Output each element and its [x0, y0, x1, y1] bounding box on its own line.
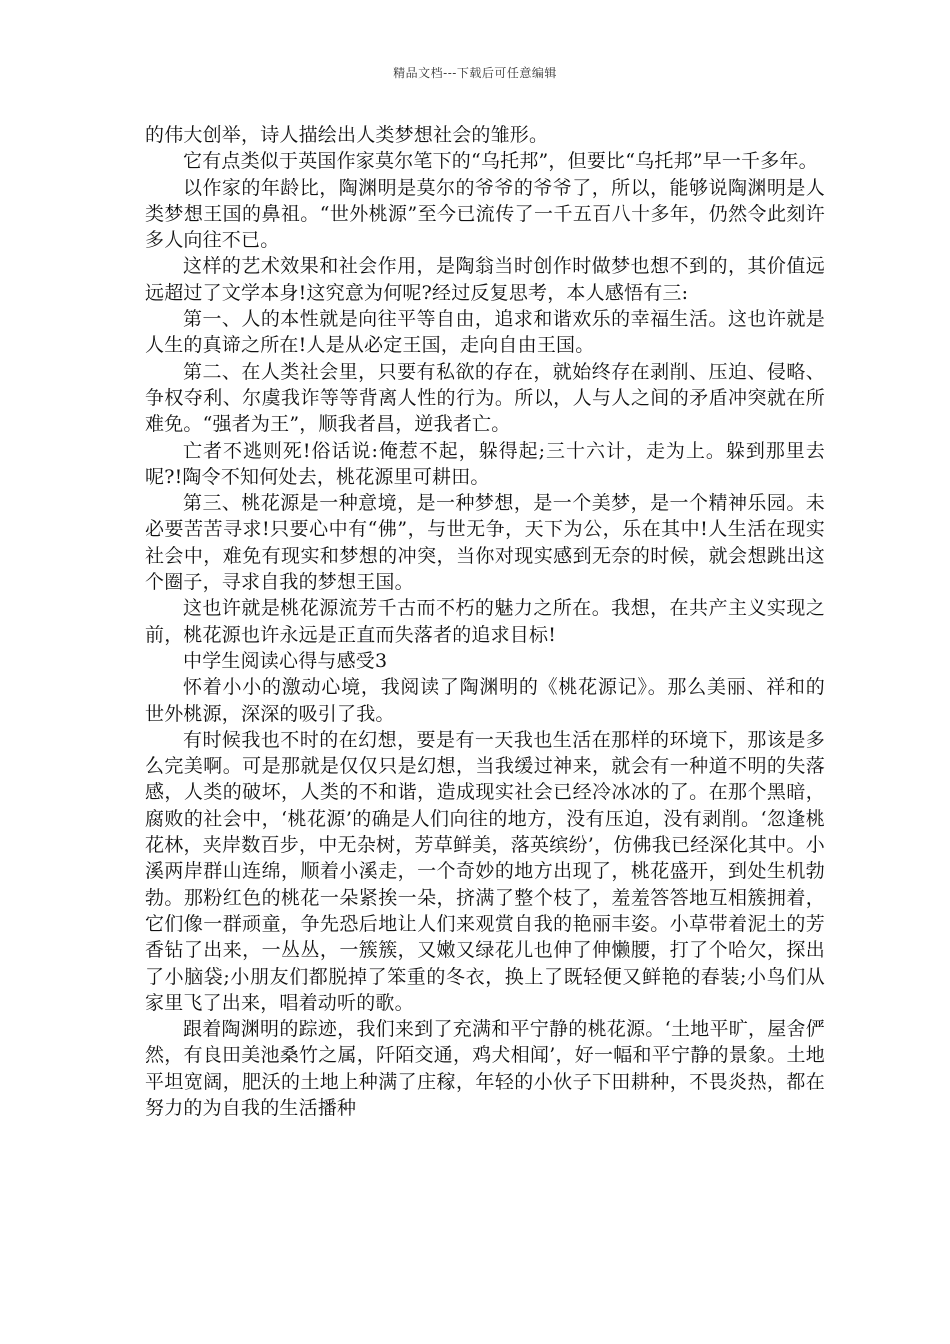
paragraph: 的伟大创举，诗人描绘出人类梦想社会的雏形。 — [145, 124, 549, 146]
paragraph: 有时候我也不时的在幻想，要是有一天我也生活在那样的环境下，那该是多么完美啊。可是那就是仅仅只是幻想，当我缓过神来，就会有一种道不明的失落感，人类的破坏，人类的不和谐，造成现实社会已经冷冰冰的了。在那个黑暗，腐败的社会中，‘桃花源’的确是人们向往的地方，没有压迫，没有剥削。‘忽逢桃花林，夹岸数百步，中无杂树，芳草鲜美，落英缤纷’，仿佛我已经深化其中。小溪两岸群山连绵，顺着小溪走，一个奇妙的地方出现了，桃花盛开，到处生机勃勃。那粉红色的桃花一朵紧挨一朵，挤满了整个枝了，羞羞答答地互相簇拥着，它们像一群顽童，争先恐后地让人们来观赏自我的艳丽丰姿。小草带着泥土的芳香钻了出来，一丛丛，一簇簇，又嫩又绿花儿也伸了伸懒腰，打了个哈欠，探出了小脑袋;小朋友们都脱掉了笨重的冬衣，换上了既轻便又鲜艳的春装;小鸟们从家里飞了出来，唱着动听的歌。 — [145, 728, 825, 1014]
section-heading: 中学生阅读心得与感受3 — [183, 649, 388, 672]
paragraph: 怀着小小的激动心境，我阅读了陶渊明的《桃花源记》。那么美丽、祥和的世外桃源，深深的吸引了我。 — [145, 676, 825, 725]
paragraph: 这样的艺术效果和社会作用，是陶翁当时创作时做梦也想不到的，其价值远远超过了文学本身!这究意为何呢?经过反复思考，本人感悟有三: — [145, 255, 825, 304]
paragraph: 以作家的年龄比，陶渊明是莫尔的爷爷的爷爷了，所以，能够说陶渊明是人类梦想王国的鼻祖。“世外桃源”至今已流传了一千五百八十多年，仍然令此刻许多人向往不已。 — [145, 176, 825, 252]
paragraph: 亡者不逃则死!俗话说:俺惹不起，躲得起;三十六计，走为上。躲到那里去呢?!陶令不知何处去，桃花源里可耕田。 — [145, 439, 825, 488]
paragraph: 跟着陶渊明的踪迹，我们来到了充满和平宁静的桃花源。‘土地平旷，屋舍俨然，有良田美池桑竹之属，阡陌交通，鸡犬相闻’，好一幅和平宁静的景象。土地平坦宽阔，肥沃的土地上种满了庄稼，年轻的小伙子下田耕种，不畏炎热，都在努力的为自我的生活播种 — [145, 1018, 825, 1119]
paragraph: 它有点类似于英国作家莫尔笔下的“乌托邦”，但要比“乌托邦”早一千多年。 — [183, 150, 818, 173]
paragraph: 这也许就是桃花源流芳千古而不朽的魅力之所在。我想，在共产主义实现之前，桃花源也许永远是正直而失落者的追求目标! — [145, 597, 825, 646]
paragraph: 第一、人的本性就是向往平等自由，追求和谐欢乐的幸福生活。这也许就是人生的真谛之所在!人是从必定王国，走向自由王国。 — [145, 308, 825, 357]
page-header: 精品文档---下载后可任意编辑 — [393, 66, 557, 80]
paragraph: 第三、桃花源是一种意境，是一种梦想，是一个美梦，是一个精神乐园。未必要苦苦寻求!只要心中有“佛”，与世无争，天下为公，乐在其中!人生活在现实社会中，难免有现实和梦想的冲突，当你对现实感到无奈的时候，就会想跳出这个圈子，寻求自我的梦想王国。 — [145, 492, 825, 594]
document-body — [145, 122, 825, 1121]
paragraph: 第二、在人类社会里，只要有私欲的存在，就始终存在剥削、压迫、侵略、争权夺利、尔虞我诈等等背离人性的行为。所以，人与人之间的矛盾冲突就在所难免。“强者为王”，顺我者昌，逆我者亡。 — [145, 360, 825, 436]
